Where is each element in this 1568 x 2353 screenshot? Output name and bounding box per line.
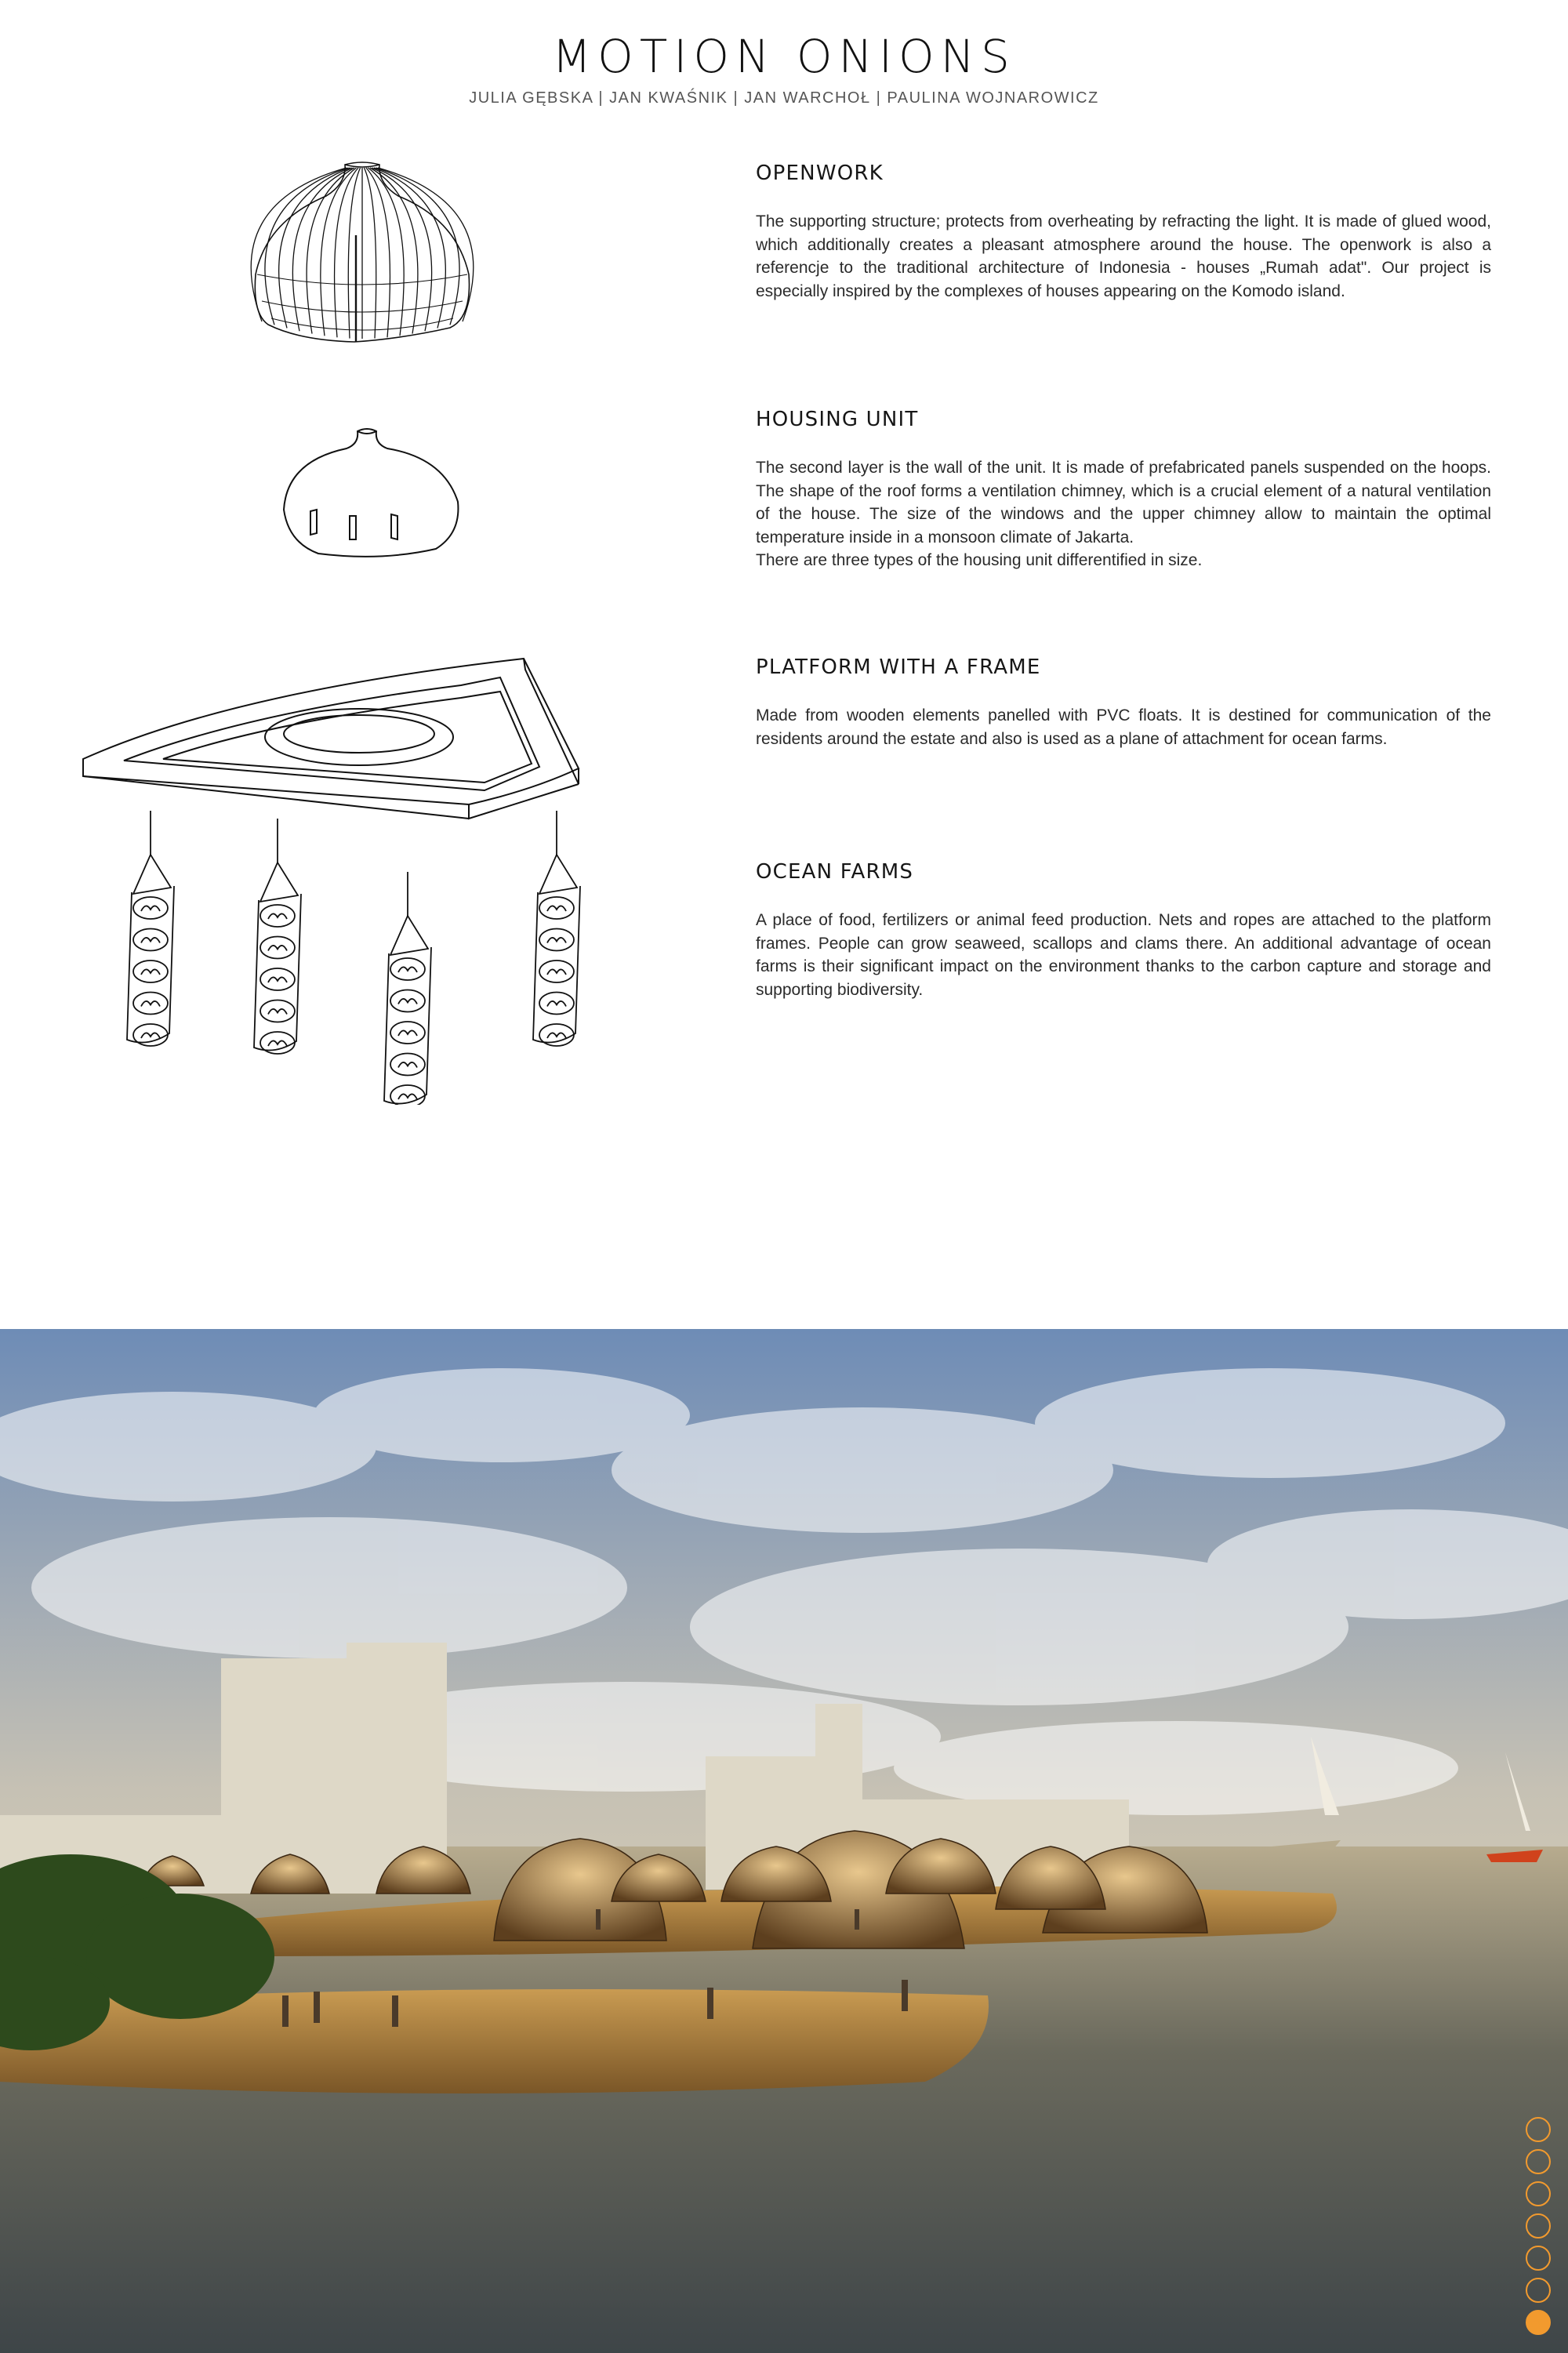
- section-body: The supporting structure; protects from overheating by refracting the light. It is made of glued wood, which additionally creates a pleasant atmosphere around the house. The openwork is also a referencje to the traditional architecture of Indonesia - houses „Rumah adat". Our project is especially inspired by the complexes of houses appearing on the Komodo island.: [756, 212, 1491, 300]
- dome-rib: [365, 168, 376, 339]
- farm-seaweed: [141, 1033, 160, 1038]
- farm-seaweed: [547, 969, 566, 975]
- poster-authors: JULIA GĘBSKA | JAN KWAŚNIK | JAN WARCHOŁ | PAULINA WOJNAROWICZ: [469, 89, 1099, 107]
- farm-seaweed-ring: [260, 1000, 295, 1022]
- section-platform: [756, 655, 1491, 750]
- farm-seaweed-ring: [539, 897, 574, 919]
- farm-seaweed-ring: [390, 1022, 425, 1044]
- farm-seaweed: [268, 946, 287, 951]
- farm-seaweed: [398, 967, 417, 972]
- dome-rib: [374, 168, 445, 328]
- farm-seaweed: [141, 969, 160, 975]
- farm-seaweed: [268, 1040, 287, 1046]
- farm-seaweed: [141, 1001, 160, 1007]
- dome-rib: [251, 168, 347, 321]
- farm-seaweed: [398, 1030, 417, 1036]
- farm-seaweed-ring: [390, 990, 425, 1012]
- page-dot[interactable]: [1526, 2117, 1551, 2142]
- poster-title: MOTION ONIONS: [552, 30, 1016, 83]
- section-heading: OPENWORK: [756, 162, 884, 185]
- pagination: [1526, 2117, 1557, 2344]
- dome-rib: [292, 168, 352, 331]
- farm-seaweed-ring: [390, 1085, 425, 1105]
- poster-header: [0, 30, 1568, 107]
- section-heading: PLATFORM WITH A FRAME: [756, 655, 1041, 679]
- dome-rib: [279, 168, 350, 328]
- farm-seaweed-ring: [260, 905, 295, 927]
- farm-seaweed-ring: [390, 958, 425, 980]
- farm-seaweed-ring: [390, 1054, 425, 1076]
- farm-seaweed: [547, 1033, 566, 1038]
- farm-seaweed: [141, 938, 160, 943]
- farm-seaweed-ring: [133, 993, 168, 1015]
- page-dot[interactable]: [1526, 2278, 1551, 2303]
- section-heading: HOUSING UNIT: [756, 408, 919, 431]
- farm-seaweed: [547, 938, 566, 943]
- page-dot[interactable]: [1526, 2246, 1551, 2271]
- dome-rib: [372, 168, 432, 331]
- farm-seaweed-ring: [539, 1024, 574, 1046]
- farm-cone: [260, 862, 298, 902]
- farm-seaweed: [268, 913, 287, 919]
- section-housing-unit: [756, 408, 1491, 572]
- page-dot[interactable]: [1526, 2181, 1551, 2206]
- farm-seaweed-ring: [133, 929, 168, 951]
- farm-seaweed-ring: [539, 993, 574, 1015]
- farm-seaweed-ring: [539, 929, 574, 951]
- ocean-farms-drawing: [118, 811, 596, 1105]
- section-body: The second layer is the wall of the unit. It is made of prefabricated panels suspended on the hoops. The shape of the roof forms a ventilation chimney, which is a crucial element of a natural ventilation of the house. The size of the windows and the upper chimney allow to maintain the optimal temperature inside in a monsoon climate of Jakarta. There are three types of the housing unit differentified in size.: [756, 459, 1491, 569]
- page-dot[interactable]: [1526, 2149, 1551, 2174]
- farm-seaweed-ring: [260, 1032, 295, 1054]
- platform-frame-drawing: [77, 651, 586, 823]
- section-openwork: [756, 162, 1491, 303]
- farm-seaweed-ring: [133, 897, 168, 919]
- estate-render-image: [0, 1329, 1568, 2353]
- section-heading: OCEAN FARMS: [756, 860, 914, 884]
- page-dot-active[interactable]: [1526, 2310, 1551, 2335]
- farm-cone: [539, 855, 577, 894]
- farm-seaweed: [547, 906, 566, 911]
- farm-seaweed-ring: [260, 968, 295, 990]
- farm-seaweed: [398, 1062, 417, 1068]
- dome-rib: [348, 168, 360, 339]
- dome-rib: [378, 168, 474, 321]
- section-body: Made from wooden elements panelled with PVC floats. It is destined for communication of the residents around the estate and also is used as a plane of attachment for ocean farms.: [756, 706, 1491, 748]
- farm-seaweed: [398, 1094, 417, 1099]
- farm-seaweed-ring: [539, 960, 574, 982]
- farm-seaweed: [398, 999, 417, 1004]
- section-ocean-farms: [756, 860, 1491, 1001]
- farm-seaweed: [268, 977, 287, 982]
- farm-seaweed: [547, 1001, 566, 1007]
- farm-seaweed-ring: [133, 960, 168, 982]
- farm-cone: [390, 916, 428, 955]
- section-body: A place of food, fertilizers or animal feed production. Nets and ropes are attached to the platform frames. People can grow seaweed, scallops and clams there. An additional advantage of ocean farms is their significant impact on the environment thanks to the carbon capture and storage and supporting biodiversity.: [756, 911, 1491, 999]
- housing-unit-drawing: [279, 423, 467, 565]
- page-dot[interactable]: [1526, 2213, 1551, 2239]
- farm-seaweed-ring: [260, 937, 295, 959]
- dome-rib: [376, 168, 460, 325]
- openwork-dome-drawing: [245, 157, 480, 353]
- dome-rib: [265, 168, 349, 325]
- farm-cone: [133, 855, 171, 894]
- farm-seaweed: [141, 906, 160, 911]
- farm-seaweed: [268, 1009, 287, 1015]
- farm-seaweed-ring: [133, 1024, 168, 1046]
